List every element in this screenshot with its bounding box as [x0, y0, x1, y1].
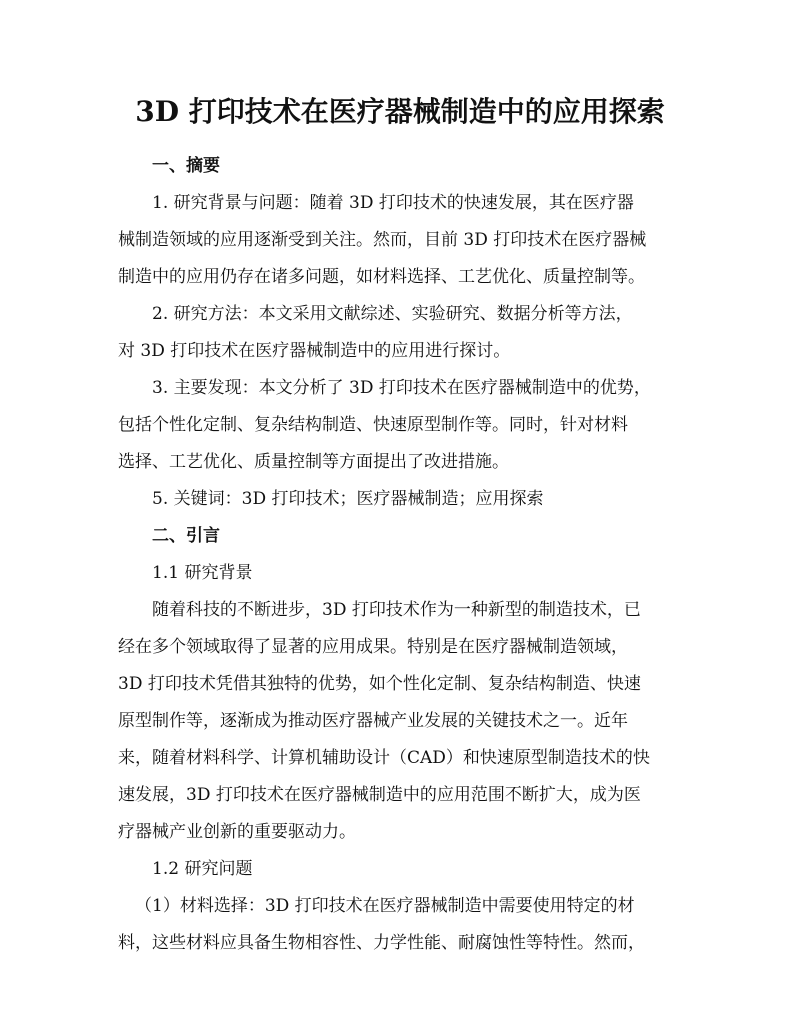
text-line: 械制造领域的应用逐渐受到关注。然而，目前 3D 打印技术在医疗器械 [118, 230, 647, 250]
text-line: 疗器械产业创新的重要驱动力。 [118, 822, 356, 842]
abstract-paragraph-1 [118, 185, 682, 296]
abstract-paragraph-3 [118, 370, 682, 481]
text-line: 速发展，3D 打印技术在医疗器械制造中的应用范围不断扩大，成为医 [118, 785, 641, 805]
text-line: 随着科技的不断进步，3D 打印技术作为一种新型的制造技术，已 [152, 600, 641, 620]
text-line: 5. 关键词：3D 打印技术；医疗器械制造；应用探索 [152, 489, 544, 509]
text-line: 来，随着材料科学、计算机辅助设计（CAD）和快速原型制造技术的快 [118, 748, 650, 768]
text-line: 料，这些材料应具备生物相容性、力学性能、耐腐蚀性等特性。然而， [118, 933, 645, 953]
background-paragraph [118, 592, 682, 851]
section-heading-introduction: 二、引言 [152, 526, 220, 546]
section-heading-abstract: 一、摘要 [152, 156, 220, 176]
text-line: 3. 主要发现：本文分析了 3D 打印技术在医疗器械制造中的优势， [152, 378, 651, 398]
text-line: 包括个性化定制、复杂结构制造、快速原型制作等。同时，针对材料 [118, 415, 628, 435]
text-line: 对 3D 打印技术在医疗器械制造中的应用进行探讨。 [118, 341, 511, 361]
text-line: （1）材料选择：3D 打印技术在医疗器械制造中需要使用特定的材 [135, 896, 635, 916]
abstract-paragraph-2 [118, 296, 682, 370]
text-line: 1. 研究背景与问题：随着 3D 打印技术的快速发展，其在医疗器 [152, 193, 634, 213]
subsection-heading-problem: 1.2 研究问题 [152, 859, 253, 879]
abstract-keywords [118, 481, 682, 518]
text-line: 原型制作等，逐渐成为推动医疗器械产业发展的关键技术之一。近年 [118, 711, 628, 731]
subsection-heading-background: 1.1 研究背景 [152, 563, 253, 583]
document-title: 3D 打印技术在医疗器械制造中的应用探索 [135, 95, 665, 128]
text-line: 3D 打印技术凭借其独特的优势，如个性化定制、复杂结构制造、快速 [118, 674, 641, 694]
problem-paragraph [118, 888, 682, 962]
text-line: 经在多个领域取得了显著的应用成果。特别是在医疗器械制造领域， [118, 637, 628, 657]
text-line: 选择、工艺优化、质量控制等方面提出了改进措施。 [118, 452, 509, 472]
text-line: 2. 研究方法：本文采用文献综述、实验研究、数据分析等方法， [152, 304, 633, 324]
text-line: 制造中的应用仍存在诸多问题，如材料选择、工艺优化、质量控制等。 [118, 267, 645, 287]
